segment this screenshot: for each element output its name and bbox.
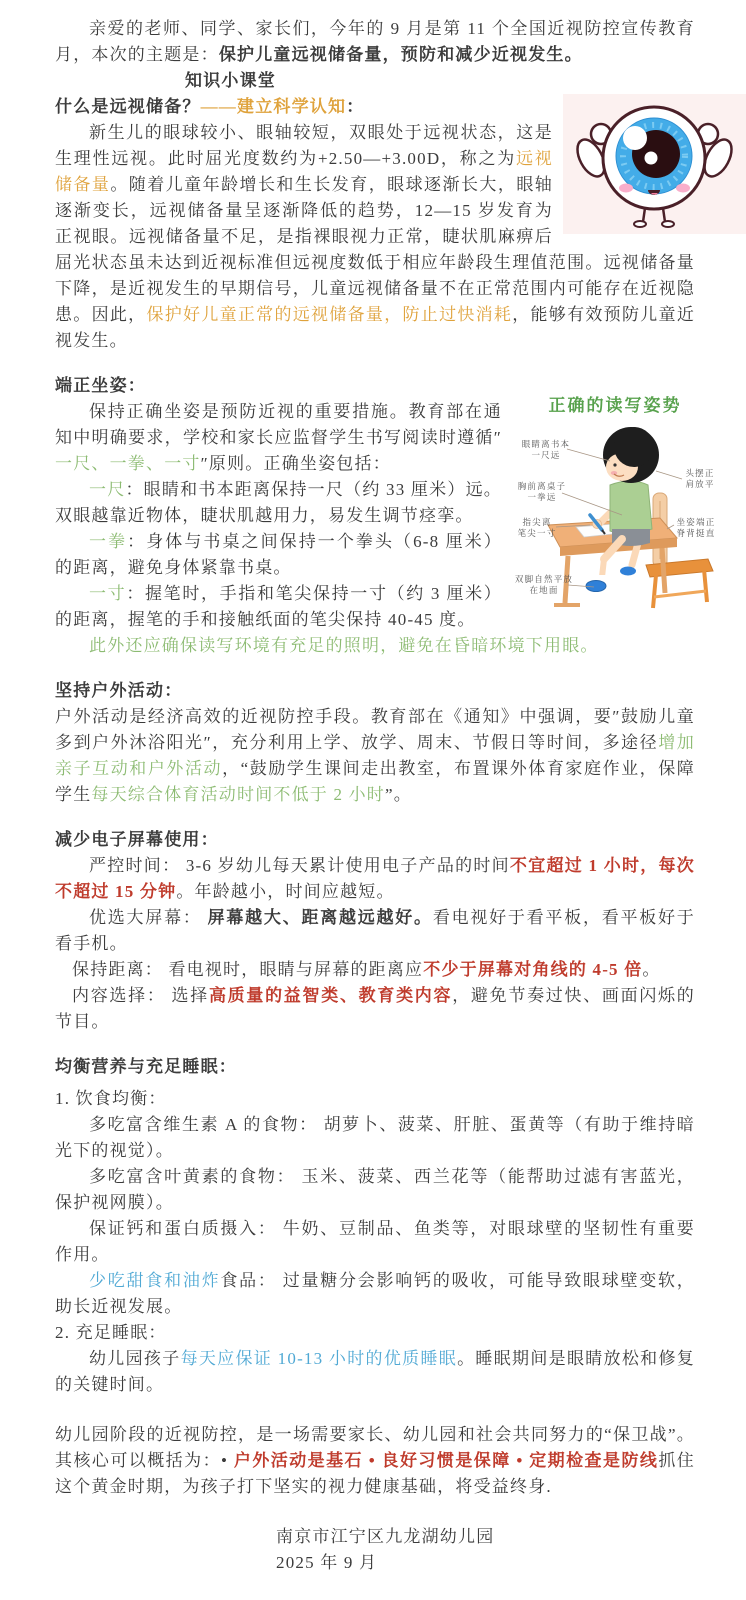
s4p1-run2-red: 不宜超过 1 小时，每次不超过 15 分钟 bbox=[55, 856, 695, 901]
label-feet-line2: 在地面 bbox=[529, 585, 559, 595]
shoe bbox=[586, 581, 606, 592]
s4p4-run3: ，避免节奏过快、画面闪烁的节目。 bbox=[55, 986, 695, 1031]
correct-posture-illustration bbox=[510, 375, 746, 615]
label-eyes-line2: 一尺远 bbox=[531, 450, 561, 460]
closing-run1: 幼儿园阶段的近视防控，是一场需要家长、幼儿园和社会共同努力的“保卫战”。其核心可以概括为：• bbox=[55, 1425, 695, 1470]
s5p4-run2: 食品： 过量糖分会影响钙的吸收，可能导致眼球壁变软，助长近视发展。 bbox=[55, 1271, 695, 1316]
subtitle-knowledge-class: 知识小课堂 bbox=[185, 71, 276, 90]
s5-paragraph3: 保证钙和蛋白质摄入： 牛奶、豆制品、鱼类等，对眼球壁的坚韧性有重要作用。 bbox=[55, 1219, 695, 1264]
section3-heading: 坚持户外活动： bbox=[55, 681, 183, 700]
label-feet-line1: 双脚自然平放 bbox=[514, 574, 574, 584]
s2-paragraph5-green: 此外还应确保读写环境有充足的照明，避免在昏暗环境下用眼。 bbox=[89, 636, 599, 655]
label-head-line1: 头摆正 bbox=[685, 468, 715, 478]
section1-heading-colon: ： bbox=[346, 97, 365, 116]
s5-paragraph1: 多吃富含维生素 A 的食物： 胡萝卜、菠菜、肝脏、蛋黄等（有助于维持暗光下的视觉）。 bbox=[55, 1115, 695, 1160]
section1-heading-gold: ——建立科学认知 bbox=[200, 97, 347, 116]
section-nutrition-sleep bbox=[55, 1054, 695, 1398]
s5p4-run1-blue: 少吃甜食和油炸 bbox=[89, 1271, 221, 1290]
label-back-line2: 脊背挺直 bbox=[676, 528, 716, 538]
section-screen-use bbox=[55, 827, 695, 1035]
s4p3-run2-red: 不少于屏幕对角线的 4-5 倍 bbox=[423, 960, 643, 979]
s3-run5: ”。 bbox=[385, 785, 412, 804]
s5-paragraph2: 多吃富含叶黄素的食物： 玉米、菠菜、西兰花等（能帮助过滤有害蓝光，保护视网膜）。 bbox=[55, 1167, 695, 1212]
s2p1-run1: 保持正确坐姿是预防近视的重要措施。教育部在通知中明确要求，学校和家长应监督学生书写阅读时遵循″ bbox=[55, 402, 502, 447]
s4p1-run3: 。年龄越小，时间应越短。 bbox=[176, 882, 395, 901]
s4p3-run1: 保持距离： 看电视时，眼睛与屏幕的距离应 bbox=[72, 960, 424, 979]
intro-theme: 保护儿童远视储备量，预防和减少近视发生。 bbox=[218, 45, 583, 64]
highlight-small bbox=[645, 152, 658, 165]
s2p4-keyword-green: 一寸 bbox=[89, 584, 127, 603]
sock bbox=[598, 575, 607, 581]
s2p1-run3: ″原则。正确坐姿包括： bbox=[200, 454, 391, 473]
s5-paragraph4 bbox=[55, 1268, 695, 1320]
s5p5-run2-blue: 每天应保证 10-13 小时的优质睡眠 bbox=[180, 1349, 458, 1368]
blush-left bbox=[619, 184, 633, 193]
foot-left bbox=[634, 221, 646, 227]
shirt bbox=[610, 481, 652, 534]
label-head-line2: 肩放平 bbox=[685, 479, 715, 489]
s4-paragraph2 bbox=[55, 905, 695, 957]
intro-text: 亲爱的老师、同学、家长们，今年的 9 月是第 11 个全国近视防控宣传教育月，本次的主题是： bbox=[55, 19, 695, 64]
posture-title: 正确的读写姿势 bbox=[548, 396, 682, 415]
s1-run2-gold: 远视储备量 bbox=[55, 149, 553, 194]
signature-organization: 南京市江宁区九龙湖幼儿园 bbox=[276, 1527, 495, 1546]
s3-run4-green: 每天综合体育活动时间不低于 2 小时 bbox=[91, 785, 386, 804]
s4p2-run2-bold: 屏幕越大、距离越远越好。 bbox=[207, 908, 433, 927]
s5p5-run3: 。睡眠期间是眼睛放松和修复的关键时间。 bbox=[55, 1349, 696, 1394]
s3-run3: ，“鼓励学生课间走出教室，布置课外体育家庭作业，保障学生 bbox=[55, 759, 695, 804]
s2p4-text: ：握笔时，手指和笔尖保持一寸（约 3 厘米）的距离，握笔的手和接触纸面的笔尖保持 40-45 度。 bbox=[55, 584, 502, 629]
closing-run2-red: 户外活动是基石 • 良好习惯是保障 • 定期检查是防线 bbox=[228, 1451, 659, 1470]
label-finger-line2: 笔尖一寸 bbox=[517, 528, 557, 538]
label-finger-line1: 指尖离 bbox=[522, 517, 552, 527]
s3-run2-green: 增加亲子互动和户外活动 bbox=[55, 733, 695, 778]
eyeball-mascot-illustration bbox=[563, 94, 746, 234]
section4-heading: 减少电子屏幕使用： bbox=[55, 830, 219, 849]
section5-heading: 均衡营养与充足睡眠： bbox=[55, 1057, 237, 1076]
s5-paragraph5 bbox=[55, 1346, 695, 1398]
s4p4-run1: 内容选择： 选择 bbox=[72, 986, 209, 1005]
section-hyperopia-reserve bbox=[55, 94, 695, 354]
s5-item2: 2. 充足睡眠： bbox=[55, 1323, 167, 1342]
section-sitting-posture bbox=[55, 373, 716, 659]
s1-run1: 新生儿的眼球较小、眼轴较短，双眼处于远视状态，这是生理性远视。此时屈光度数约为+2.50—+3.00D，称之为 bbox=[55, 123, 553, 168]
intro-paragraph bbox=[55, 16, 695, 68]
s4p3-run3: 。 bbox=[642, 960, 661, 979]
label-chest-line2: 一拳远 bbox=[527, 492, 557, 502]
s4p2-run3: 看电视好于看平板，看平板好于看手机。 bbox=[55, 908, 695, 953]
s1-run3: 。随着儿童年龄增长和生长发育，眼球逐渐长大，眼轴逐渐变长，远视储备量呈逐渐降低的趋势，12—15 岁发育为正视眼。远视储备量不足，是指裸眼视力正常，睫状肌麻痹后屈光状态虽未达到近视标准但远视度数低于相应年龄段生理值范围。远视储备量下降，是近视发生的早期信号，儿童远视储备量不在正常范围内可能存在近视隐患。因此， bbox=[55, 175, 695, 324]
s1-run5: ，能够有效预防儿童近视发生。 bbox=[55, 305, 696, 350]
signature-block bbox=[276, 1524, 746, 1576]
s5-item1: 1. 饮食均衡： bbox=[55, 1089, 167, 1108]
s3-paragraph bbox=[55, 704, 695, 808]
highlight-large bbox=[623, 126, 647, 150]
s4p4-run2-red: 高质量的益智类、教育类内容 bbox=[208, 986, 453, 1005]
s2p3-keyword-green: 一拳 bbox=[89, 532, 128, 551]
section2-heading: 端正坐姿： bbox=[55, 376, 146, 395]
section1-heading-black: 什么是远视储备？ bbox=[55, 97, 201, 116]
s2p2-text: ：眼睛和书本距离保持一尺（约 33 厘米）远。双眼越靠近物体，睫状肌越用力，易发生调节痉挛。 bbox=[55, 480, 502, 525]
s4-paragraph3 bbox=[55, 957, 695, 983]
s4p1-run1: 严控时间： 3-6 岁幼儿每天累计使用电子产品的时间 bbox=[89, 856, 510, 875]
label-back-line1: 坐姿端正 bbox=[676, 517, 716, 527]
s2p2-keyword-green: 一尺 bbox=[89, 480, 126, 499]
closing-run3: 抓住这个黄金时期，为孩子打下坚实的视力健康基础，将受益终身. bbox=[55, 1451, 695, 1496]
s4-paragraph1 bbox=[55, 853, 695, 905]
label-chest-line1: 胸前离桌子 bbox=[517, 481, 567, 491]
section-outdoor-activity bbox=[55, 678, 695, 808]
signature-date: 2025 年 9 月 bbox=[276, 1553, 378, 1572]
eye-dot bbox=[613, 463, 616, 466]
s4-paragraph4 bbox=[55, 983, 695, 1035]
label-eyes-line1: 眼睛离书本 bbox=[521, 439, 571, 449]
foot-right bbox=[662, 221, 674, 227]
s5p5-run1: 幼儿园孩子 bbox=[89, 1349, 181, 1368]
s2p3-text: ：身体与书桌之间保持一个拳头（6-8 厘米）的距离，避免身体紧靠书桌。 bbox=[55, 532, 503, 577]
s2p1-run2-green: 一尺、一拳、一寸 bbox=[55, 454, 201, 473]
s4p2-run1: 优选大屏幕： bbox=[89, 908, 208, 927]
closing-paragraph bbox=[55, 1422, 695, 1500]
blush-right bbox=[676, 184, 690, 193]
s3-run1: 户外活动是经济高效的近视防控手段。教育部在《通知》中强调，要″鼓励儿童多到户外沐浴阳光″，充分利用上学、放学、周末、节假日等时间，多途径 bbox=[55, 707, 695, 752]
s1-run4-gold: 保护好儿童正常的远视储备量，防止过快消耗 bbox=[146, 305, 513, 324]
